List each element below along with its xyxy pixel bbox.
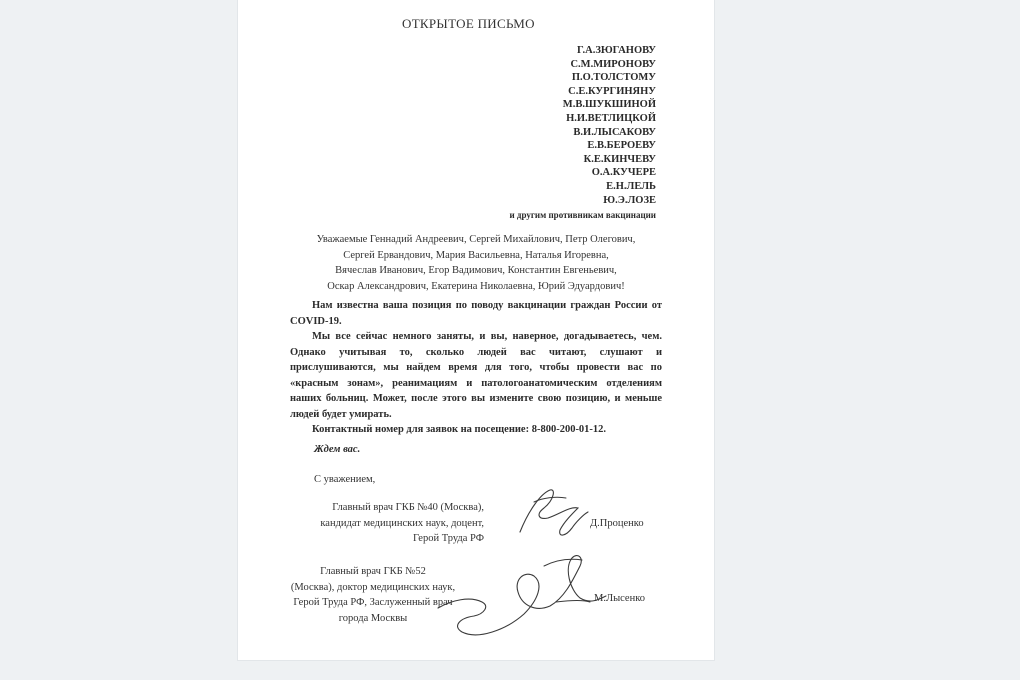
greeting-line: Уважаемые Геннадий Андреевич, Сергей Михайлович, Петр Олегович, [316, 234, 636, 245]
addressee: О.А.КУЧЕРЕ [591, 167, 656, 179]
addressee: Е.В.БЕРОЕВУ [587, 140, 656, 152]
addressees-others: и другим противникам вакцинации [509, 210, 656, 221]
signatory1-name: Д.Проценко [590, 518, 644, 529]
letter-body [290, 298, 662, 438]
signature1-icon [520, 490, 588, 535]
signatory1-line: Герой Труда РФ [413, 533, 484, 544]
signatory1-line: Главный врач ГКБ №40 (Москва), [332, 502, 484, 513]
addressee: Н.И.ВЕТЛИЦКОЙ [566, 112, 656, 124]
addressee: Г.А.ЗЮГАНОВУ [576, 45, 656, 56]
signatory2-line: Герой Труда РФ, Заслуженный врач [293, 597, 453, 608]
addressee: С.Е.КУРГИНЯНУ [568, 85, 656, 97]
signature2-icon [544, 559, 582, 566]
addressee: Ю.Э.ЛОЗЕ [603, 194, 656, 206]
signatory2-titles [268, 564, 478, 626]
addressee-list [509, 44, 656, 223]
signatory1-titles [278, 500, 484, 547]
signature2-icon [556, 601, 590, 603]
waiting-line: Ждем вас. [314, 444, 361, 455]
paragraph-invitation: Мы все сейчас немного заняты, и вы, наверное, догадываетесь, чем. Однако учитывая то, сколько людей вас читают, слушают и прислушиваются, мы найдем время для того, чтобы провести вас по «красным зонам», реанимациям и патологоанатомическим отделениям наших больниц. Может, после этого вы измените свою позицию, и меньше людей будет умирать. [290, 331, 662, 420]
greeting-line: Сергей Ервандович, Мария Васильевна, Наталья Игоревна, [343, 249, 609, 261]
addressee: В.И.ЛЫСАКОВУ [573, 126, 656, 138]
addressee: С.М.МИРОНОВУ [570, 58, 656, 70]
addressee: Е.Н.ЛЕЛЬ [606, 180, 656, 192]
paragraph-contact: Контактный номер для заявок на посещение: 8-800-200-01-12. [312, 424, 607, 435]
letter-page [238, 0, 714, 660]
addressee: П.О.ТОЛСТОМУ [571, 72, 656, 84]
signatory1-line: кандидат медицинских наук, доцент, [320, 517, 484, 529]
greeting [286, 232, 666, 294]
paragraph-position: Нам известна ваша позиция по поводу вакцинации граждан России от COVID-19. [290, 300, 662, 327]
signatory2-line: города Москвы [338, 612, 408, 624]
greeting-line: Оскар Александрович, Екатерина Николаевна, Юрий Эдуардович! [327, 280, 625, 292]
signatory2-name: М.Лысенко [594, 593, 646, 604]
regards-line: С уважением, [314, 474, 376, 485]
signature1-icon [534, 497, 566, 502]
addressee: К.Е.КИНЧЕВУ [583, 153, 656, 165]
letter-title: ОТКРЫТОЕ ПИСЬМО [402, 16, 535, 31]
signatory2-line: (Москва), доктор медицинских наук, [290, 581, 456, 593]
addressee: М.В.ШУКШИНОЙ [562, 99, 656, 111]
signatory2-line: Главный врач ГКБ №52 [320, 566, 426, 577]
greeting-line: Вячеслав Иванович, Егор Вадимович, Константин Евгеньевич, [335, 265, 617, 276]
